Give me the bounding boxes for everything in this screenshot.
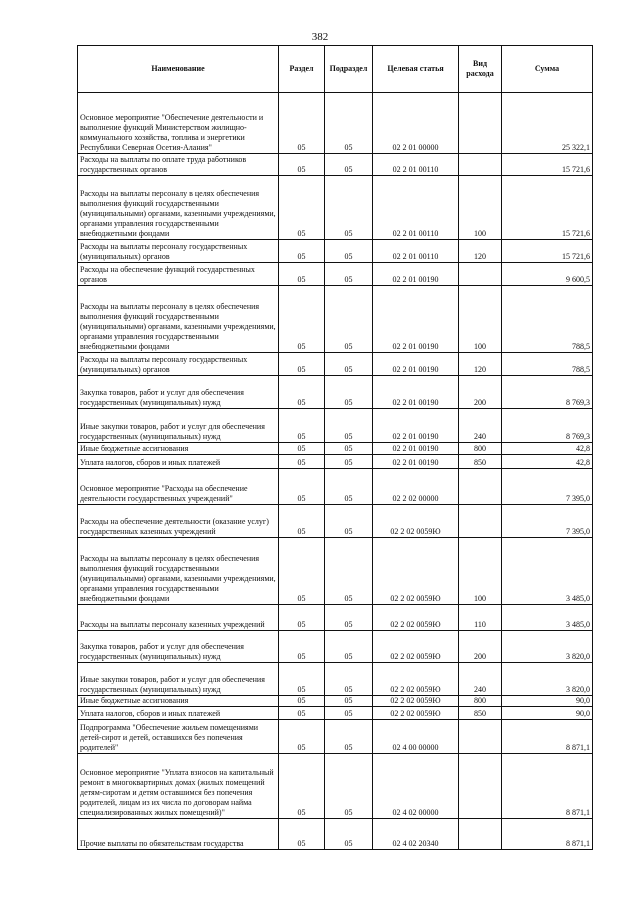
table-row [78,409,593,443]
row-target: 02 2 02 0059Ю [373,696,459,707]
row-target: 02 2 02 00000 [373,469,459,505]
table-row [78,443,593,455]
row-expense-type [459,93,502,154]
row-expense-type: 100 [459,176,502,240]
table-row [78,353,593,376]
row-subsection: 05 [325,154,373,176]
row-subsection: 05 [325,696,373,707]
row-section: 05 [279,469,325,505]
row-target: 02 4 02 20340 [373,819,459,850]
row-section: 05 [279,819,325,850]
row-amount: 8 871,1 [502,754,593,819]
table-row [78,631,593,663]
table-row [78,505,593,538]
table-row [78,720,593,754]
row-amount: 42,8 [502,443,593,455]
row-section: 05 [279,538,325,605]
row-amount: 7 395,0 [502,505,593,538]
row-name: Подпрограмма "Обеспечение жильем помещениями детей-сирот и детей, оставшихся без попечения родителей" [78,720,279,754]
row-section: 05 [279,376,325,409]
row-expense-type [459,154,502,176]
row-name: Расходы на выплаты персоналу в целях обеспечения выполнения функций государственными (муниципальными) органами, казенными учреждениями, органами управления государственными внебюджетными фондами [78,176,279,240]
table-row [78,538,593,605]
row-expense-type: 800 [459,443,502,455]
table-row [78,240,593,263]
row-target: 02 2 02 0059Ю [373,605,459,631]
row-amount: 15 721,6 [502,176,593,240]
row-section: 05 [279,353,325,376]
row-amount: 42,8 [502,455,593,469]
row-section: 05 [279,505,325,538]
row-section: 05 [279,286,325,353]
row-amount: 8 871,1 [502,819,593,850]
row-amount: 788,5 [502,286,593,353]
row-target: 02 2 01 00190 [373,443,459,455]
table-row [78,707,593,720]
row-name: Расходы на выплаты по оплате труда работников государственных органов [78,154,279,176]
row-target: 02 2 01 00190 [373,353,459,376]
table-row [78,663,593,696]
row-amount: 90,0 [502,696,593,707]
row-target: 02 2 01 00110 [373,154,459,176]
row-name: Закупка товаров, работ и услуг для обеспечения государственных (муниципальных) нужд [78,631,279,663]
row-target: 02 2 02 0059Ю [373,631,459,663]
row-amount: 15 721,6 [502,154,593,176]
row-subsection: 05 [325,93,373,154]
table-row [78,605,593,631]
row-amount: 90,0 [502,707,593,720]
table-row [78,455,593,469]
row-name: Расходы на выплаты персоналу государственных (муниципальных) органов [78,240,279,263]
row-expense-type [459,819,502,850]
row-subsection: 05 [325,469,373,505]
row-expense-type: 110 [459,605,502,631]
table-header-row [78,46,593,93]
row-name: Иные закупки товаров, работ и услуг для обеспечения государственных (муниципальных) нужд [78,409,279,443]
header-name: Наименование [78,46,279,93]
header-amount: Сумма [502,46,593,93]
row-name: Основное мероприятие "Обеспечение деятельности и выполнение функций Министерством жилищно-коммунального хозяйства, топлива и энергетики Республики Северная Осетия-Алания" [78,93,279,154]
row-subsection: 05 [325,286,373,353]
row-expense-type: 240 [459,663,502,696]
row-section: 05 [279,696,325,707]
row-amount: 3 820,0 [502,631,593,663]
row-expense-type: 850 [459,707,502,720]
row-amount: 9 600,5 [502,263,593,286]
table-row [78,696,593,707]
table-row [78,93,593,154]
row-target: 02 4 02 00000 [373,754,459,819]
row-expense-type [459,263,502,286]
row-section: 05 [279,93,325,154]
header-target: Целевая статья [373,46,459,93]
row-subsection: 05 [325,707,373,720]
row-section: 05 [279,707,325,720]
row-subsection: 05 [325,263,373,286]
row-target: 02 2 01 00190 [373,409,459,443]
row-name: Расходы на выплаты персоналу в целях обеспечения выполнения функций государственными (муниципальными) органами, казенными учреждениями, органами управления государственными внебюджетными фондами [78,286,279,353]
row-subsection: 05 [325,376,373,409]
row-expense-type: 120 [459,353,502,376]
row-subsection: 05 [325,754,373,819]
row-target: 02 2 02 0059Ю [373,505,459,538]
row-expense-type: 850 [459,455,502,469]
row-target: 02 2 02 0059Ю [373,663,459,696]
row-name: Расходы на обеспечение деятельности (оказание услуг) государственных казенных учреждений [78,505,279,538]
row-expense-type: 800 [459,696,502,707]
row-amount: 8 769,3 [502,376,593,409]
table-row [78,154,593,176]
row-name: Иные закупки товаров, работ и услуг для обеспечения государственных (муниципальных) нужд [78,663,279,696]
table-row [78,469,593,505]
header-expense-type: Вид расхода [459,46,502,93]
row-name: Иные бюджетные ассигнования [78,443,279,455]
row-target: 02 2 01 00190 [373,376,459,409]
row-section: 05 [279,154,325,176]
row-expense-type: 240 [459,409,502,443]
row-target: 02 2 01 00190 [373,455,459,469]
row-name: Иные бюджетные ассигнования [78,696,279,707]
row-expense-type [459,505,502,538]
table-row [78,376,593,409]
row-amount: 15 721,6 [502,240,593,263]
row-section: 05 [279,240,325,263]
table-row [78,263,593,286]
row-name: Расходы на выплаты персоналу государственных (муниципальных) органов [78,353,279,376]
row-name: Расходы на выплаты персоналу казенных учреждений [78,605,279,631]
row-expense-type: 200 [459,631,502,663]
row-target: 02 2 02 0059Ю [373,538,459,605]
table-row [78,286,593,353]
row-name: Уплата налогов, сборов и иных платежей [78,707,279,720]
row-expense-type [459,720,502,754]
header-subsection: Подраздел [325,46,373,93]
row-amount: 3 820,0 [502,663,593,696]
table-row [78,176,593,240]
row-target: 02 2 01 00110 [373,240,459,263]
row-amount: 25 322,1 [502,93,593,154]
row-subsection: 05 [325,538,373,605]
row-amount: 8 871,1 [502,720,593,754]
row-name: Уплата налогов, сборов и иных платежей [78,455,279,469]
row-name: Закупка товаров, работ и услуг для обеспечения государственных (муниципальных) нужд [78,376,279,409]
row-expense-type: 100 [459,538,502,605]
row-subsection: 05 [325,663,373,696]
table-row [78,754,593,819]
row-amount: 3 485,0 [502,605,593,631]
row-subsection: 05 [325,605,373,631]
row-section: 05 [279,720,325,754]
row-target: 02 2 01 00110 [373,176,459,240]
row-expense-type: 120 [459,240,502,263]
row-amount: 3 485,0 [502,538,593,605]
row-expense-type [459,754,502,819]
row-section: 05 [279,455,325,469]
row-section: 05 [279,663,325,696]
row-subsection: 05 [325,353,373,376]
row-target: 02 2 01 00190 [373,263,459,286]
row-subsection: 05 [325,443,373,455]
row-expense-type: 100 [459,286,502,353]
row-section: 05 [279,631,325,663]
row-target: 02 4 00 00000 [373,720,459,754]
row-section: 05 [279,605,325,631]
row-name: Прочие выплаты по обязательствам государства [78,819,279,850]
row-section: 05 [279,754,325,819]
table-row [78,819,593,850]
row-target: 02 2 01 00190 [373,286,459,353]
page-number: 382 [311,31,329,43]
row-amount: 8 769,3 [502,409,593,443]
row-name: Расходы на обеспечение функций государственных органов [78,263,279,286]
row-subsection: 05 [325,240,373,263]
budget-table [77,45,593,850]
row-expense-type: 200 [459,376,502,409]
row-name: Расходы на выплаты персоналу в целях обеспечения выполнения функций государственными (муниципальными) органами, казенными учреждениями, органами управления государственными внебюджетными фондами [78,538,279,605]
row-name: Основное мероприятие "Уплата взносов на капитальный ремонт в многоквартирных домах (жилых помещений детям-сиротам и детям оставшимся без попечения родителей, лицам из их числа по договорам найма специализированных жилых помещений)" [78,754,279,819]
row-subsection: 05 [325,720,373,754]
row-amount: 788,5 [502,353,593,376]
row-subsection: 05 [325,505,373,538]
row-section: 05 [279,263,325,286]
row-section: 05 [279,176,325,240]
row-target: 02 2 01 00000 [373,93,459,154]
row-amount: 7 395,0 [502,469,593,505]
row-subsection: 05 [325,409,373,443]
row-subsection: 05 [325,176,373,240]
header-section: Раздел [279,46,325,93]
row-target: 02 2 02 0059Ю [373,707,459,720]
row-section: 05 [279,443,325,455]
row-section: 05 [279,409,325,443]
row-subsection: 05 [325,631,373,663]
row-expense-type [459,469,502,505]
row-subsection: 05 [325,455,373,469]
row-subsection: 05 [325,819,373,850]
row-name: Основное мероприятие "Расходы на обеспечение деятельности государственных учреждений" [78,469,279,505]
